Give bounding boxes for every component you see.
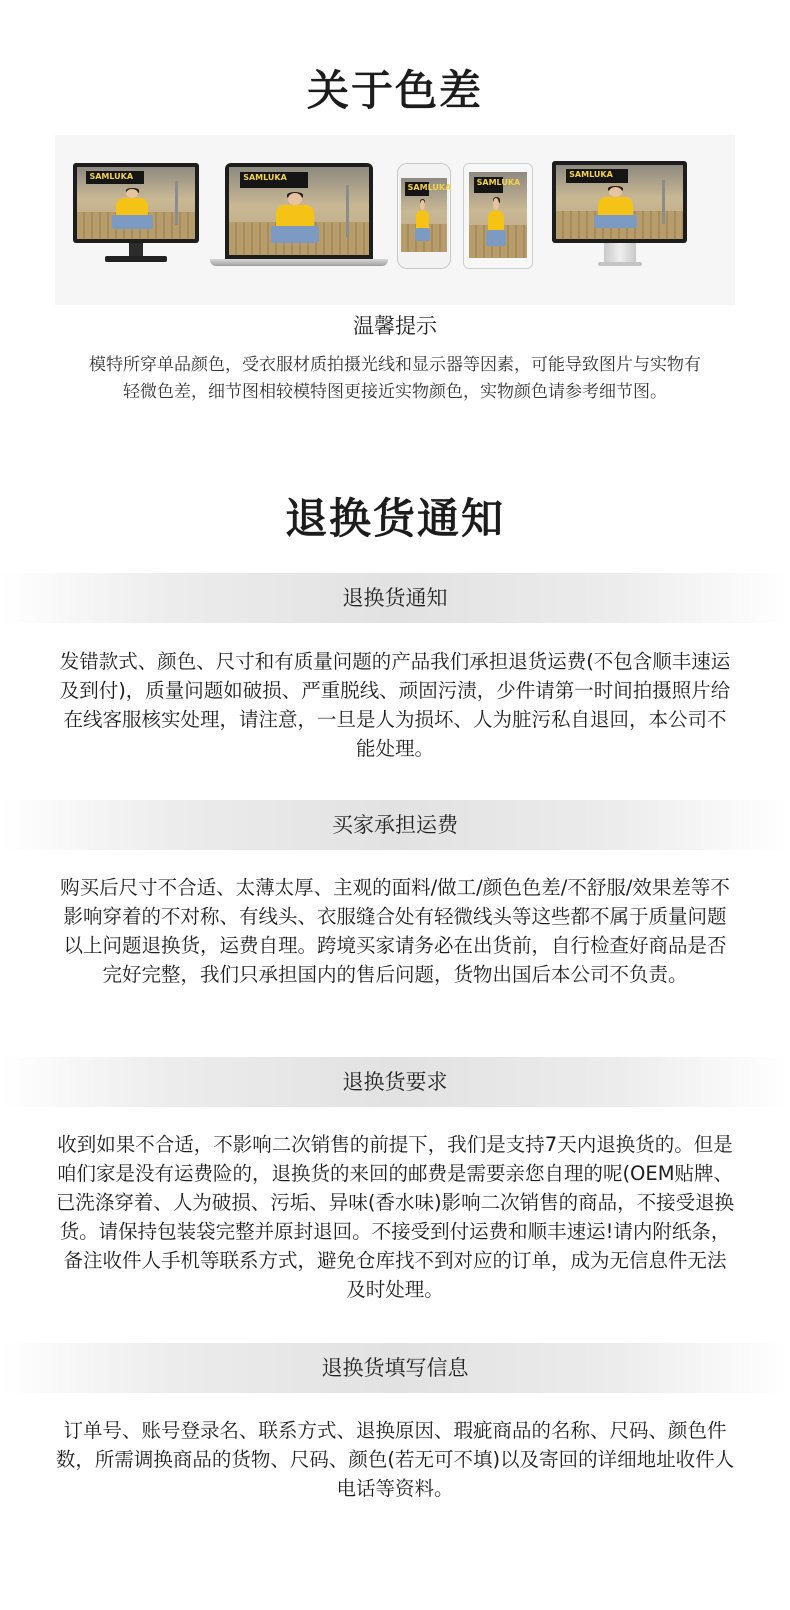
model-photo: SAMLUKA [229, 167, 369, 255]
model-photo: SAMLUKA [401, 178, 447, 252]
model-photo: SAMLUKA [469, 172, 527, 258]
section-heading-return-requirements: 退换货要求 [0, 1057, 790, 1107]
model-photo: SAMLUKA [556, 165, 683, 239]
device-comparison-image [55, 135, 735, 305]
laptop-device [210, 163, 388, 271]
color-difference-title: 关于色差 [306, 66, 483, 115]
photo-sign: SAMLUKA [86, 171, 143, 184]
phone-device [397, 163, 451, 269]
section-heading-return-info: 退换货填写信息 [0, 1343, 790, 1393]
tip-text: 模特所穿单品颜色，受衣服材质拍摄光线和显示器等因素，可能导致图片与实物有轻微色差，细节图相较模特图更接近实物颜色，实物颜色请参考细节图。 [89, 355, 701, 402]
tip-title: 温馨提示 [353, 314, 437, 338]
section-heading-buyer-shipping: 买家承担运费 [0, 800, 790, 850]
section-text-return-requirements: 收到如果不合适，不影响二次销售的前提下，我们是支持7天内退换货的。但是咱们家是没有运费险的，退换货的来回的邮费是需要亲您自理的呢(OEM贴牌、已洗涤穿着、人为破损、污垢、异味(香水味)影响二次销售的商品，不接受退换货。请保持包装袋完整并原封退回。不接受到付运费和顺丰速运!请内附纸条，备注收件人手机等联系方式，避免仓库找不到对应的订单，成为无信息件无法及时处理。 [55, 1133, 735, 1301]
tablet-device [463, 163, 533, 269]
monitor-device [73, 163, 199, 267]
section-text-buyer-shipping: 购买后尺寸不合适、太薄太厚、主观的面料/做工/颜色色差/不舒服/效果差等不影响穿着的不对称、有线头、衣服缝合处有轻微线头等这些都不属于质量问题以上问题退换货，运费自理。跨境买家请务必在出货前，自行检查好商品是否完好完整，我们只承担国内的售后问题，货物出国后本公司不负责。 [60, 876, 730, 986]
section-text-return-notice: 发错款式、颜色、尺寸和有质量问题的产品我们承担退货运费(不包含顺丰速运及到付)，质量问题如破损、严重脱线、顽固污渍，少件请第一时间拍摄照片给在线客服核实处理，请注意，一旦是人为损坏、人为脏污私自退回，本公司不能处理。 [59, 650, 731, 760]
return-notice-title: 退换货通知 [284, 494, 505, 543]
desktop-device [552, 161, 687, 269]
model-photo [77, 167, 195, 239]
section-text-return-info: 订单号、账号登录名、联系方式、退换原因、瑕疵商品的名称、尺码、颜色件数，所需调换商品的货物、尺码、颜色(若无可不填)以及寄回的详细地址收件人电话等资料。 [55, 1419, 735, 1500]
section-heading-return-notice: 退换货通知 [0, 573, 790, 623]
